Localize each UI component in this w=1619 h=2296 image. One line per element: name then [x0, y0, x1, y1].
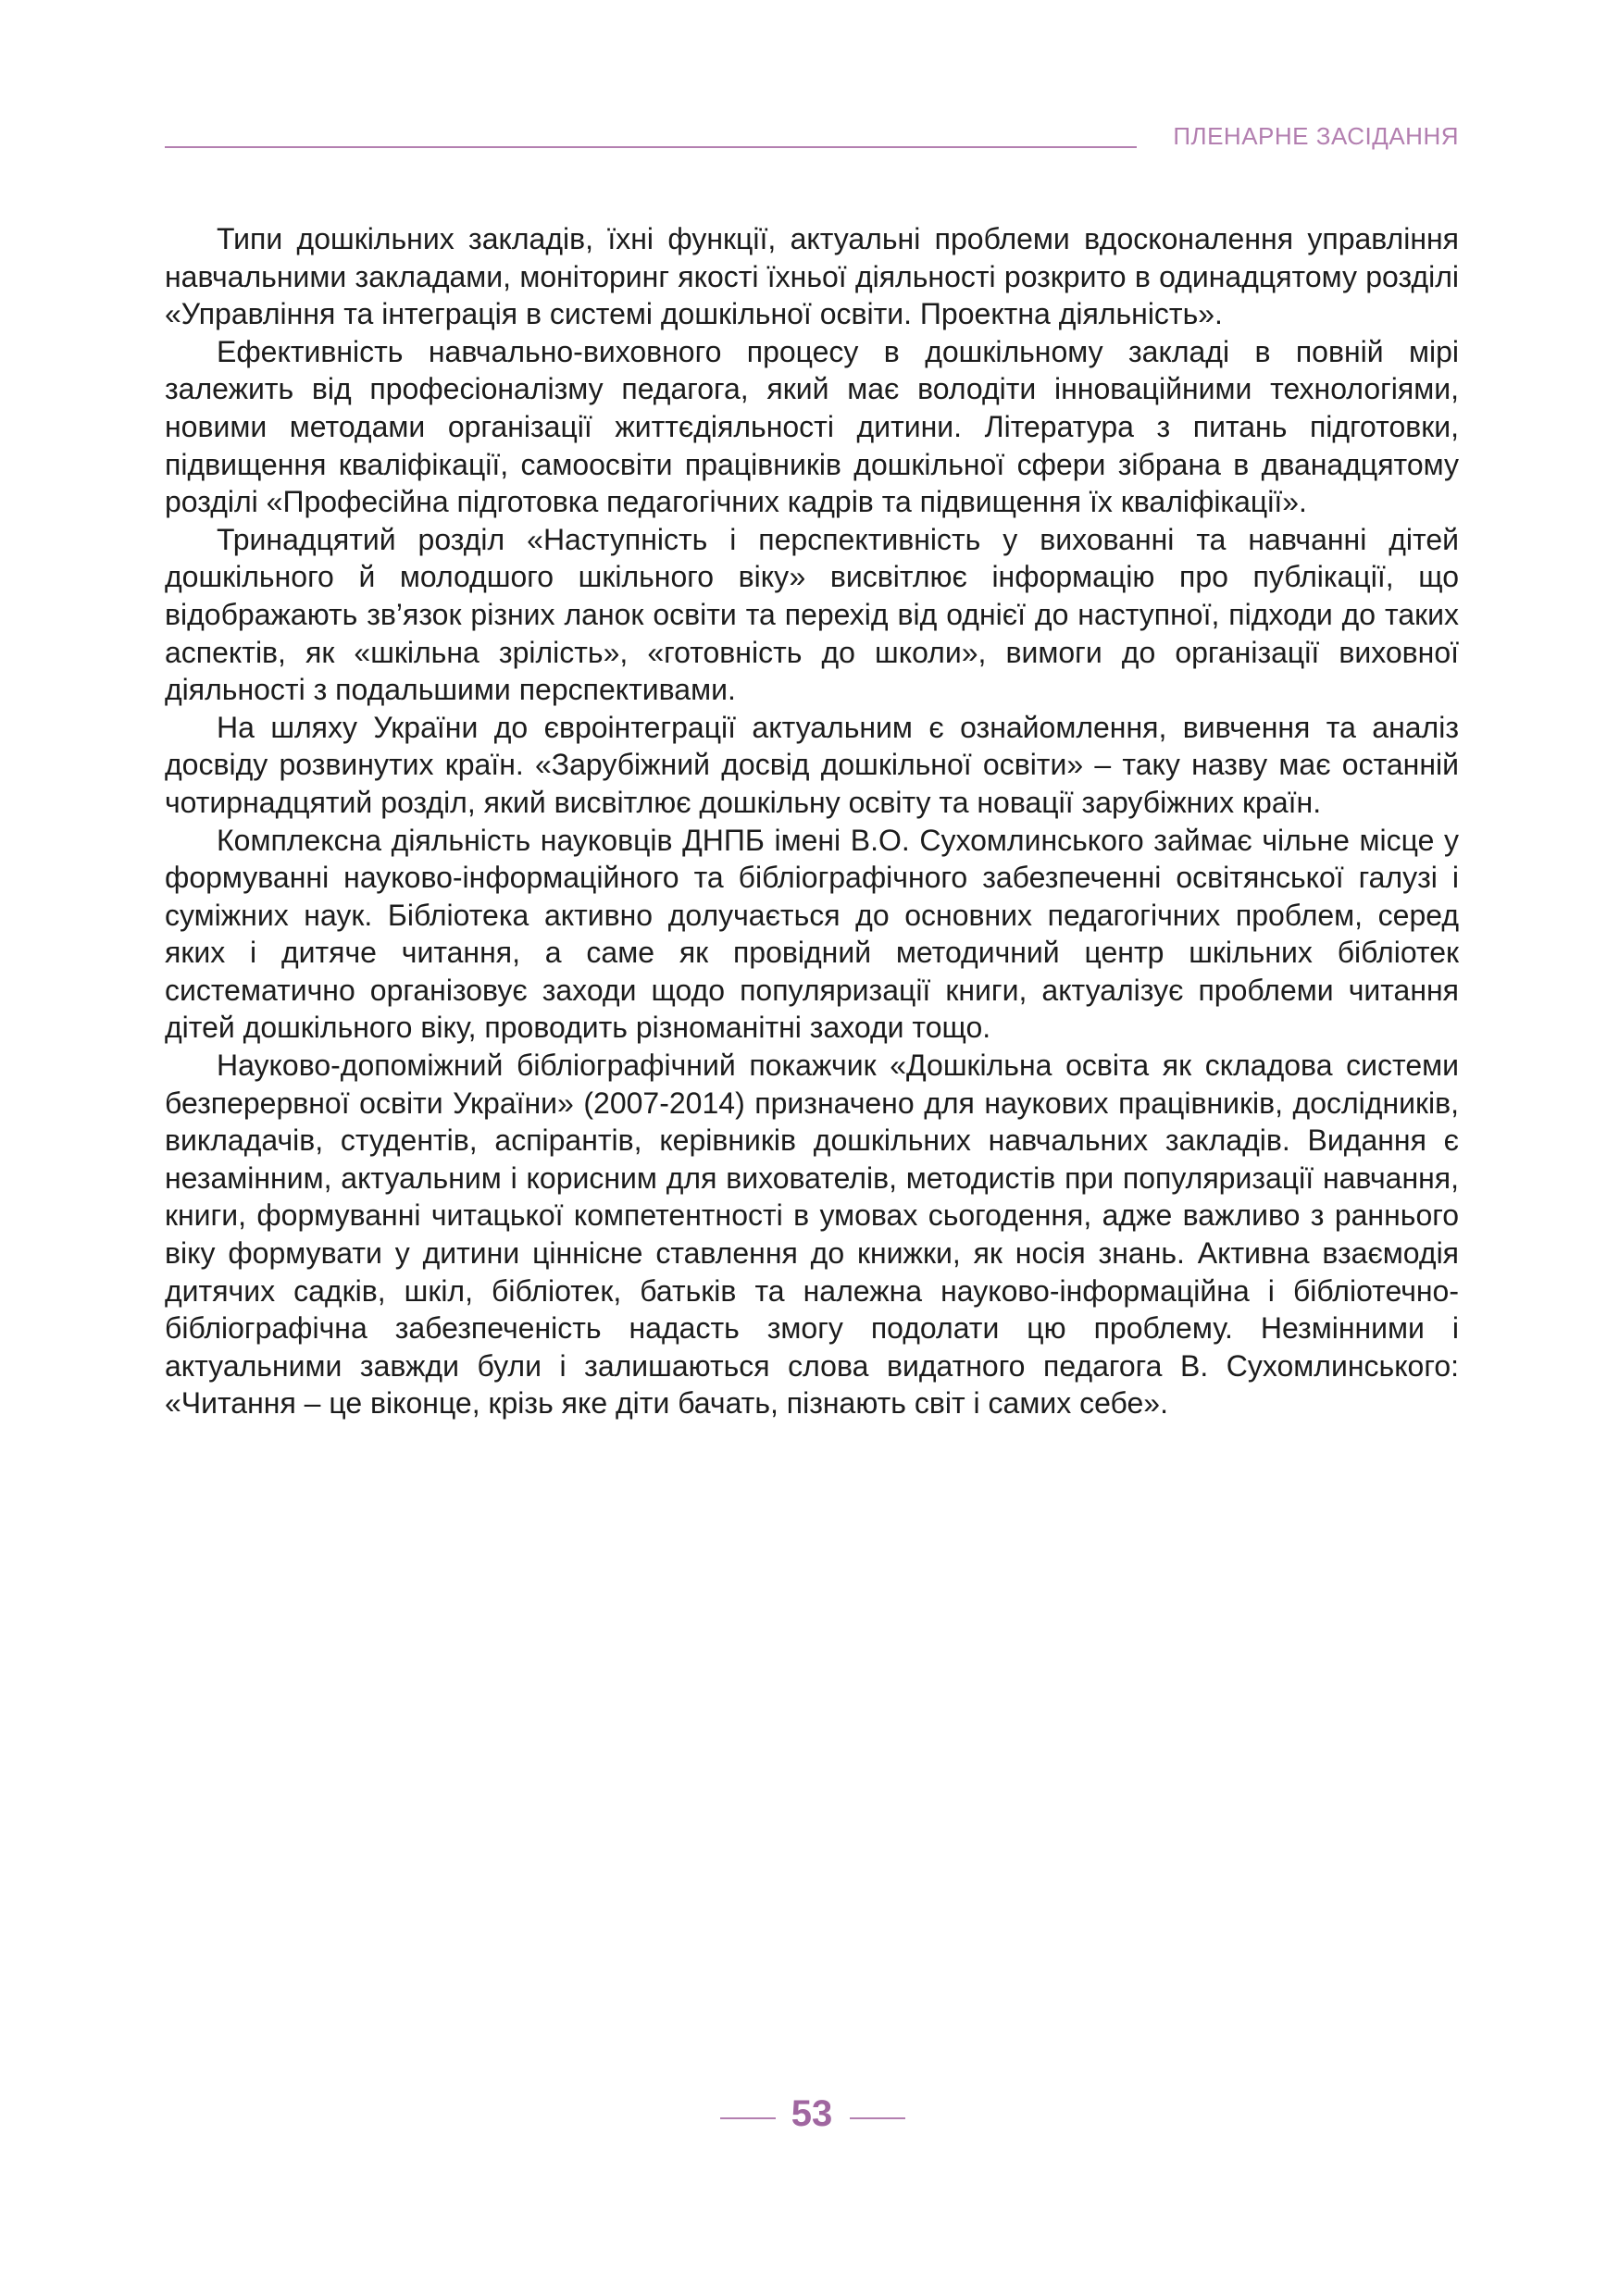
- paragraph: На шляху України до євроінтеграції актуальним є ознайомлення, вивчення та аналіз досвіду розвинутих країн. «Зарубіжний досвід дошкільної освіти» – таку назву має останній чотирнадцятий розділ, який висвітлює дошкільну освіту та новації зарубіжних країн.: [165, 710, 1459, 819]
- paragraph: Ефективність навчально-виховного процесу в дошкільному закладі в повній мірі залежить від професіоналізму педагога, який має володіти інноваційними технологіями, новими методами організації життєдіяльності дитини. Література з питань підготовки, підвищення кваліфікації, самоосвіти працівників дошкільної сфери зібрана в дванадцятому розділі «Професійна підготовка педагогічних кадрів та підвищення їх кваліфікації».: [165, 334, 1459, 519]
- header-rule: [165, 146, 1137, 148]
- page-footer: [0, 2093, 1619, 2140]
- body-text: [165, 220, 1459, 1422]
- paragraph: Типи дошкільних закладів, їхні функції, актуальні проблеми вдосконалення управління навчальними закладами, моніторинг якості їхньої діяльності розкрито в одинадцятому розділі «Управління та інтеграція в системі дошкільної освіти. Проектна діяльність».: [165, 222, 1459, 331]
- page-number: 53: [791, 2093, 833, 2134]
- running-header: [165, 118, 1459, 155]
- footer-rule-left: [720, 2117, 776, 2119]
- paragraph: Комплексна діяльність науковців ДНПБ імені В.О. Сухомлинського займає чільне місце у формуванні науково-інформаційного та бібліографічного забезпеченні освітянської галузі і суміжних наук. Бібліотека активно долучається до основних педагогічних проблем, серед яких і дитяче читання, а саме як провідний методичний центр шкільних бібліотек систематично організовує заходи щодо популяризації книги, актуалізує проблеми читання дітей дошкільного віку, проводить різноманітні заходи тощо.: [165, 823, 1459, 1045]
- paragraph: Тринадцятий розділ «Наступність і перспективність у вихованні та навчанні дітей дошкільного й молодшого шкільного віку» висвітлює інформацію про публікації, що відображають зв’язок різних ланок освіти та перехід від однієї до наступної, підходи до таких аспектів, як «шкільна зрілість», «готовність до школи», вимоги до організації виховної діяльності з подальшими перспективами.: [165, 522, 1459, 707]
- footer-rule-right: [850, 2117, 905, 2119]
- paragraph: Науково-допоміжний бібліографічний покажчик «Дошкільна освіта як складова системи безперервної освіти України» (2007-2014) призначено для наукових працівників, дослідників, викладачів, студентів, аспірантів, керівників дошкільних навчальних закладів. Видання є незамінним, актуальним і корисним для вихователів, методистів при популяризації навчання, книги, формуванні читацької компетентності в умовах сьогодення, адже важливо з раннього віку формувати у дитини ціннісне ставлення до книжки, як носія знань. Активна взаємодія дитячих садків, шкіл, бібліотек, батьків та належна науково-інформаційна і бібліотечно-бібліографічна забезпеченість надасть змогу подолати цю проблему. Незмінними і актуальними завжди були і залишаються слова видатного педагога В. Сухомлинського: «Читання – це віконце, крізь яке діти бачать, пізнають світ і самих себе».: [165, 1049, 1459, 1421]
- section-title: ПЛЕНАРНЕ ЗАСІДАННЯ: [1173, 122, 1459, 150]
